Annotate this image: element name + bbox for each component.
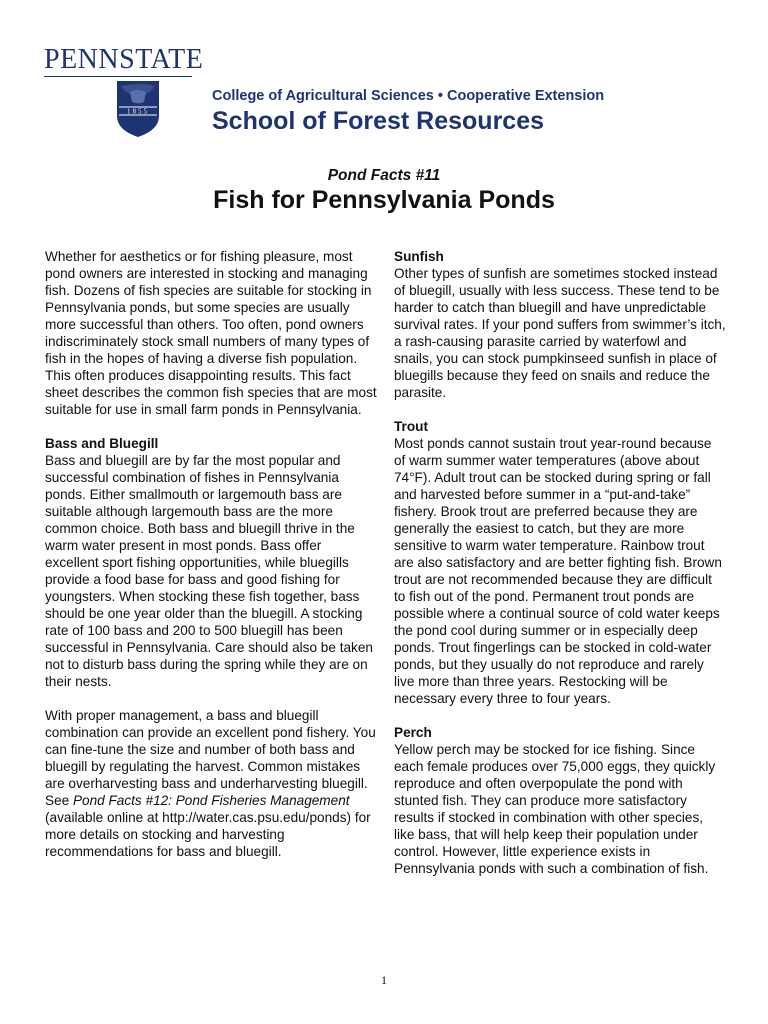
trout-heading: Trout: [394, 419, 428, 434]
pennstate-wordmark: PENNSTATE: [44, 44, 204, 75]
perch-paragraph: Yellow perch may be stocked for ice fishing. Since each female produces over 75,000 eggs, they quickly reproduce and often overpopulate the pond with stunted fish. They can produce more satisfactory results if stocked in combination with other species, like bass, that will help keep their population under control. However, little experience exists in Pennsylvania ponds with such a combination of fish.: [394, 742, 716, 876]
management-text-a: With proper management, a bass and bluegill combination can provide an excellent pond fishery. You can fine-tune the size and number of both bass and bluegill by regulating the harvest. Common mistakes are overharvesting bass and underharvesting bluegill. See: [45, 708, 376, 808]
page-title: Fish for Pennsylvania Ponds: [213, 186, 555, 214]
right-column: [394, 248, 726, 894]
series-label: Pond Facts #11: [327, 167, 441, 184]
page-number: 1: [381, 973, 387, 987]
left-column: [45, 248, 377, 877]
logo-divider: [44, 76, 192, 77]
trout-paragraph: Most ponds cannot sustain trout year-round because of warm summer water temperatures (above about 74°F). Adult trout can be stocked during spring or fall and harvested before summer in a “put-and-take” fishery. Brook trout are preferred because they are generally the easiest to catch, but they are more sensitive to warm water temperature. Rainbow trout are also satisfactory and are better fighting fish. Brown trout are not recommended because they are difficult to fish out of the pond. Permanent trout ponds are possible where a continual source of cold water keeps the pond cool during summer or in especially deep ponds. Trout fingerlings can be stocked in cold-water ponds, but they usually do not reproduce and rarely live more than three years. Restocking will be necessary every three to four years.: [394, 436, 722, 706]
shield-year: 1855: [127, 107, 149, 116]
bass-bluegill-heading: Bass and Bluegill: [45, 436, 159, 451]
pennstate-shield-logo: [116, 80, 160, 138]
school-name: School of Forest Resources: [212, 107, 545, 135]
bass-bluegill-paragraph: Bass and bluegill are by far the most popular and successful combination of fishes in Pennsylvania ponds. Either smallmouth or largemouth bass are suitable although largemouth bass are the more common choice. Both bass and bluegill thrive in the warm water present in most ponds. Bass offer excellent sport fishing opportunities, while bluegills provide a food base for bass and good fishing for youngsters. When stocking these fish together, bass should be one year older than the bluegill. A stocking rate of 100 bass and 200 to 500 bluegill has been successful in Pennsylvania. Care should also be taken not to disturb bass during the spring while they are on their nests.: [45, 453, 373, 689]
perch-heading: Perch: [394, 725, 432, 740]
management-text-b: (available online at http://water.cas.psu.edu/ponds) for more details on stocking and harvesting recommendations for bass and bluegill.: [45, 810, 371, 859]
sunfish-heading: Sunfish: [394, 249, 444, 264]
management-paragraph: [45, 707, 377, 860]
college-line: College of Agricultural Sciences • Cooperative Extension: [212, 88, 605, 104]
intro-paragraph: Whether for aesthetics or for fishing pleasure, most pond owners are interested in stocking and managing fish. Dozens of fish species are suitable for stocking in Pennsylvania ponds, but some species are usually more successful than others. Too often, pond owners indiscriminately stock small numbers of many types of fish in the hopes of having a diverse fish population. This often produces disappointing results. This fact sheet describes the common fish species that are most suitable for use in small farm ponds in Pennsylvania.: [45, 249, 377, 417]
pond-facts-12-reference: Pond Facts #12: Pond Fisheries Management: [72, 793, 350, 808]
sunfish-paragraph: Other types of sunfish are sometimes stocked instead of bluegill, usually with less success. These tend to be harder to catch than bluegill and have unpredictable survival rates. If your pond suffers from swimmer’s itch, a rash-causing parasite carried by waterfowl and snails, you can stock pumpkinseed sunfish in place of bluegills because they feed on snails and reduce the parasite.: [394, 266, 726, 400]
